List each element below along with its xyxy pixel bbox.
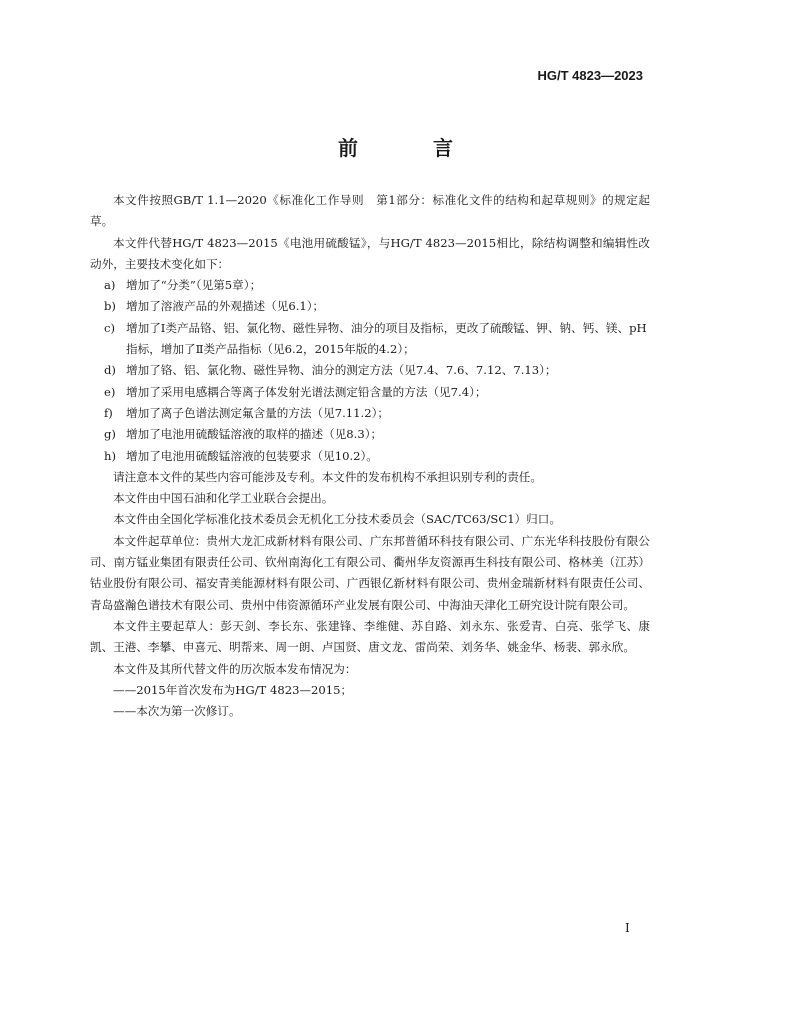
list-item <box>90 424 650 445</box>
paragraph: 本文件及其所代替文件的历次版本发布情况为： <box>113 661 357 676</box>
list-marker: d) <box>104 363 116 378</box>
page-number: Ⅰ <box>625 921 630 935</box>
list-item-text: 增加了Ⅰ类产品铬、铝、氯化物、磁性异物、油分的项目及指标，更改了硫酸锰、钾、钠、钙、镁、pH指标，增加了Ⅱ类产品指标（见6.2，2015年版的4.2）； <box>126 320 647 357</box>
list-item-text: 增加了采用电感耦合等离子体发射光谱法测定铅含量的方法（见7.4）； <box>126 384 487 399</box>
paragraph: 本文件代替HG/T 4823—2015《电池用硫酸锰》，与HG/T 4823—2015相比，除结构调整和编辑性改动外，主要技术变化如下： <box>90 235 650 271</box>
list-item-text: 增加了离子色谱法测定氟含量的方法（见7.11.2）； <box>126 405 389 420</box>
foreword-body <box>90 190 650 722</box>
paragraph: 本文件按照GB/T 1.1—2020《标准化工作导则 第1部分：标准化文件的结构和起草规则》的规定起草。 <box>90 193 650 229</box>
paragraph: 本文件主要起草人：彭天剑、李长东、张建锋、李维健、苏自路、刘永东、张爱青、白亮、张学飞、康凯、王港、李攀、申喜元、明帮来、周一朗、卢国贤、唐文龙、雷尚荣、刘务华、姚金华、杨裴、郭永欣。 <box>90 618 650 655</box>
list-item <box>90 446 650 467</box>
list-item-text: 增加了“分类”（见第5章）； <box>126 278 262 293</box>
list-marker: a) <box>104 278 116 293</box>
list-marker: f) <box>104 405 113 420</box>
paragraph: 本文件起草单位：贵州大龙汇成新材料有限公司、广东邦普循环科技有限公司、广东光华科技股份有限公司、南方锰业集团有限责任公司、钦州南海化工有限公司、衢州华友资源再生科技有限公司、格林美（江苏）钴业股份有限公司、福安青美能源材料有限公司、广西银亿新材料有限公司、贵州金瑞新材料有限责任公司、青岛盛瀚色谱技术有限公司、贵州中伟资源循环产业发展有限公司、中海油天津化工研究设计院有限公司。 <box>90 533 650 612</box>
list-item <box>90 360 650 381</box>
paragraph: 请注意本文件的某些内容可能涉及专利。本文件的发布机构不承担识别专利的责任。 <box>113 469 542 484</box>
list-item-text: 增加了电池用硫酸锰溶液的取样的描述（见8.3）； <box>126 427 383 442</box>
list-item <box>90 403 650 424</box>
list-item-text: 增加了电池用硫酸锰溶液的包装要求（见10.2）。 <box>126 448 378 463</box>
list-marker: h) <box>104 448 116 463</box>
list-item-text: 增加了铬、铝、氯化物、磁性异物、油分的测定方法（见7.4、7.6、7.12、7.13）； <box>126 363 557 378</box>
history-item: ——本次为第一次修订。 <box>113 704 241 719</box>
paragraph: 本文件由全国化学标准化技术委员会无机化工分技术委员会（SAC/TC63/SC1）归口。 <box>113 512 561 527</box>
page-title: 前 言 <box>338 136 487 160</box>
list-item <box>90 275 650 296</box>
history-item: ——2015年首次发布为HG/T 4823—2015； <box>113 682 353 697</box>
paragraph: 本文件由中国石油和化学工业联合会提出。 <box>113 491 334 506</box>
list-item <box>90 296 650 317</box>
list-marker: c) <box>104 320 116 335</box>
list-item-text: 增加了溶液产品的外观描述（见6.1）； <box>126 299 325 314</box>
list-marker: g) <box>104 427 116 442</box>
list-marker: b) <box>104 299 116 314</box>
list-item <box>90 382 650 403</box>
standard-code: HG/T 4823—2023 <box>537 68 643 83</box>
list-item <box>90 318 650 361</box>
list-marker: e) <box>104 384 116 399</box>
